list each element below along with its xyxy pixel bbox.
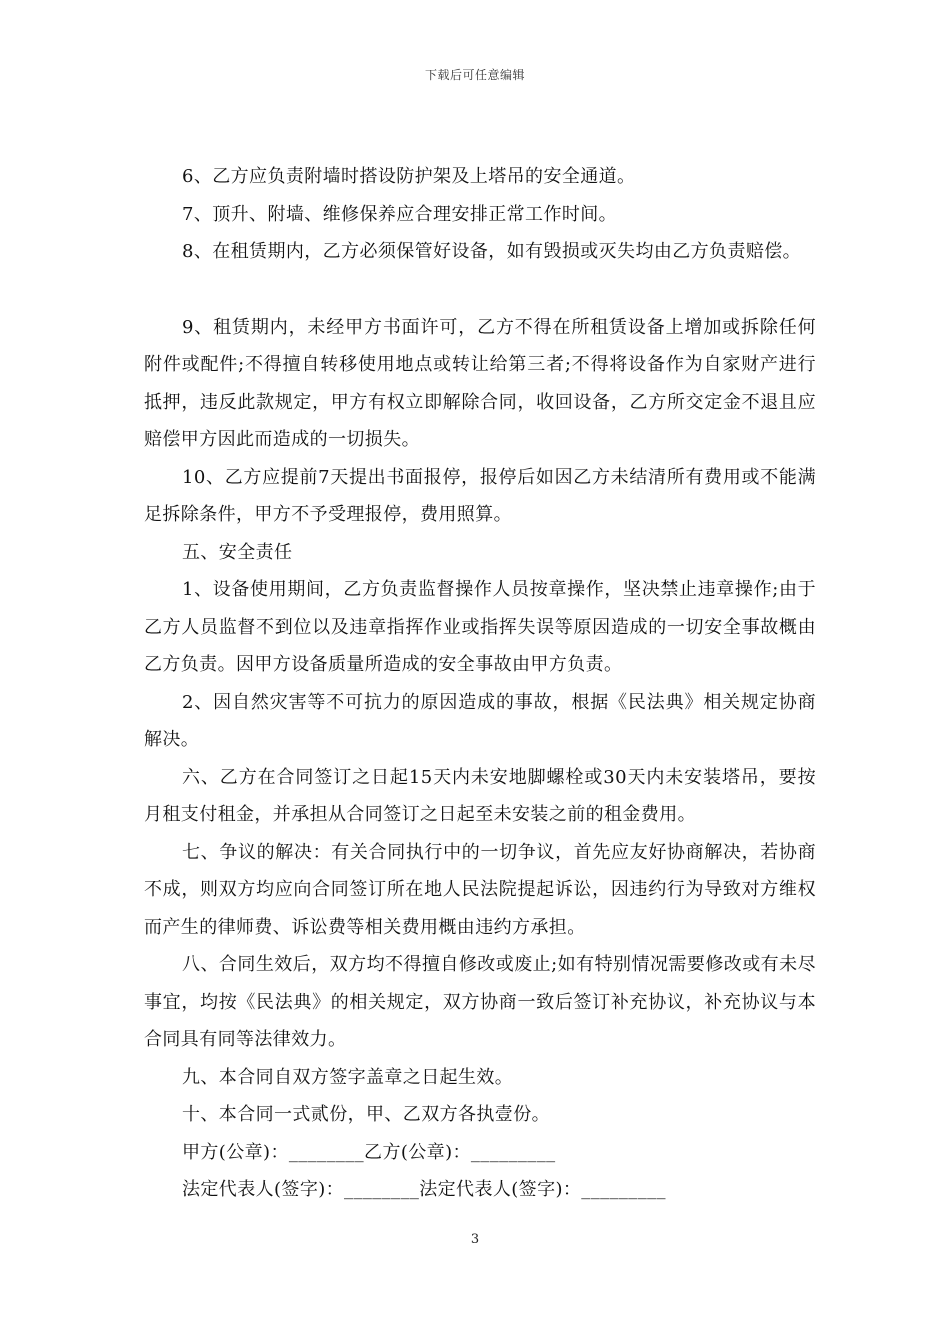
document-body bbox=[144, 158, 816, 1209]
section-seven-disputes: 七、争议的解决：有关合同执行中的一切争议，首先应友好协商解决，若协商不成，则双方均应向合同签订所在地人民法院提起诉讼，因违约行为导致对方维权而产生的律师费、诉讼费等相关费用概由违约方承担。 bbox=[144, 841, 816, 938]
clause-8: 8、在租赁期内，乙方必须保管好设备，如有毁损或灭失均由乙方负责赔偿。 bbox=[182, 241, 802, 262]
paragraph-gap bbox=[144, 271, 816, 309]
page-header: 下载后可任意编辑 bbox=[424, 68, 525, 82]
clause-10: 10、乙方应提前7天提出书面报停，报停后如因乙方未结清所有费用或不能满足拆除条件，甲方不予受理报停，费用照算。 bbox=[144, 466, 816, 525]
clause-6: 6、乙方应负责附墙时搭设防护架及上塔吊的安全通道。 bbox=[182, 166, 636, 187]
party-seal-line: 甲方(公章)：________乙方(公章)：_________ bbox=[182, 1141, 556, 1163]
clause-9: 9、租赁期内，未经甲方书面许可，乙方不得在所租赁设备上增加或拆除任何附件或配件;不得擅自转移使用地点或转让给第三者;不得将设备作为自家财产进行抵押，违反此款规定，甲方有权立即解除合同，收回设备，乙方所交定金不退且应赔偿甲方因此而造成的一切损失。 bbox=[144, 316, 816, 450]
section-nine: 九、本合同自双方签字盖章之日起生效。 bbox=[182, 1066, 514, 1088]
section-eight: 八、合同生效后，双方均不得擅自修改或废止;如有特别情况需要修改或有未尽事宜，均按《民法典》的相关规定，双方协商一致后签订补充协议，补充协议与本合同具有同等法律效力。 bbox=[144, 954, 816, 1050]
representative-signature-line: 法定代表人(签字)：________法定代表人(签字)：_________ bbox=[182, 1179, 666, 1200]
clause-7: 7、顶升、附墙、维修保养应合理安排正常工作时间。 bbox=[182, 203, 618, 225]
safety-clause-1: 1、设备使用期间，乙方负责监督操作人员按章操作，坚决禁止违章操作;由于乙方人员监督不到位以及违章指挥作业或指挥失误等原因造成的一切安全事故概由乙方负责。因甲方设备质量所造成的安全事故由甲方负责。 bbox=[144, 579, 816, 675]
section-heading-safety: 五、安全责任 bbox=[182, 541, 293, 563]
section-ten: 十、本合同一式贰份，甲、乙双方各执壹份。 bbox=[182, 1104, 550, 1125]
page-number: 3 bbox=[470, 1232, 480, 1247]
section-six: 六、乙方在合同签订之日起15天内未安地脚螺栓或30天内未安装塔吊，要按月租支付租金，并承担从合同签订之日起至未安装之前的租金费用。 bbox=[144, 766, 816, 825]
safety-clause-2: 2、因自然灾害等不可抗力的原因造成的事故，根据《民法典》相关规定协商解决。 bbox=[144, 691, 816, 750]
